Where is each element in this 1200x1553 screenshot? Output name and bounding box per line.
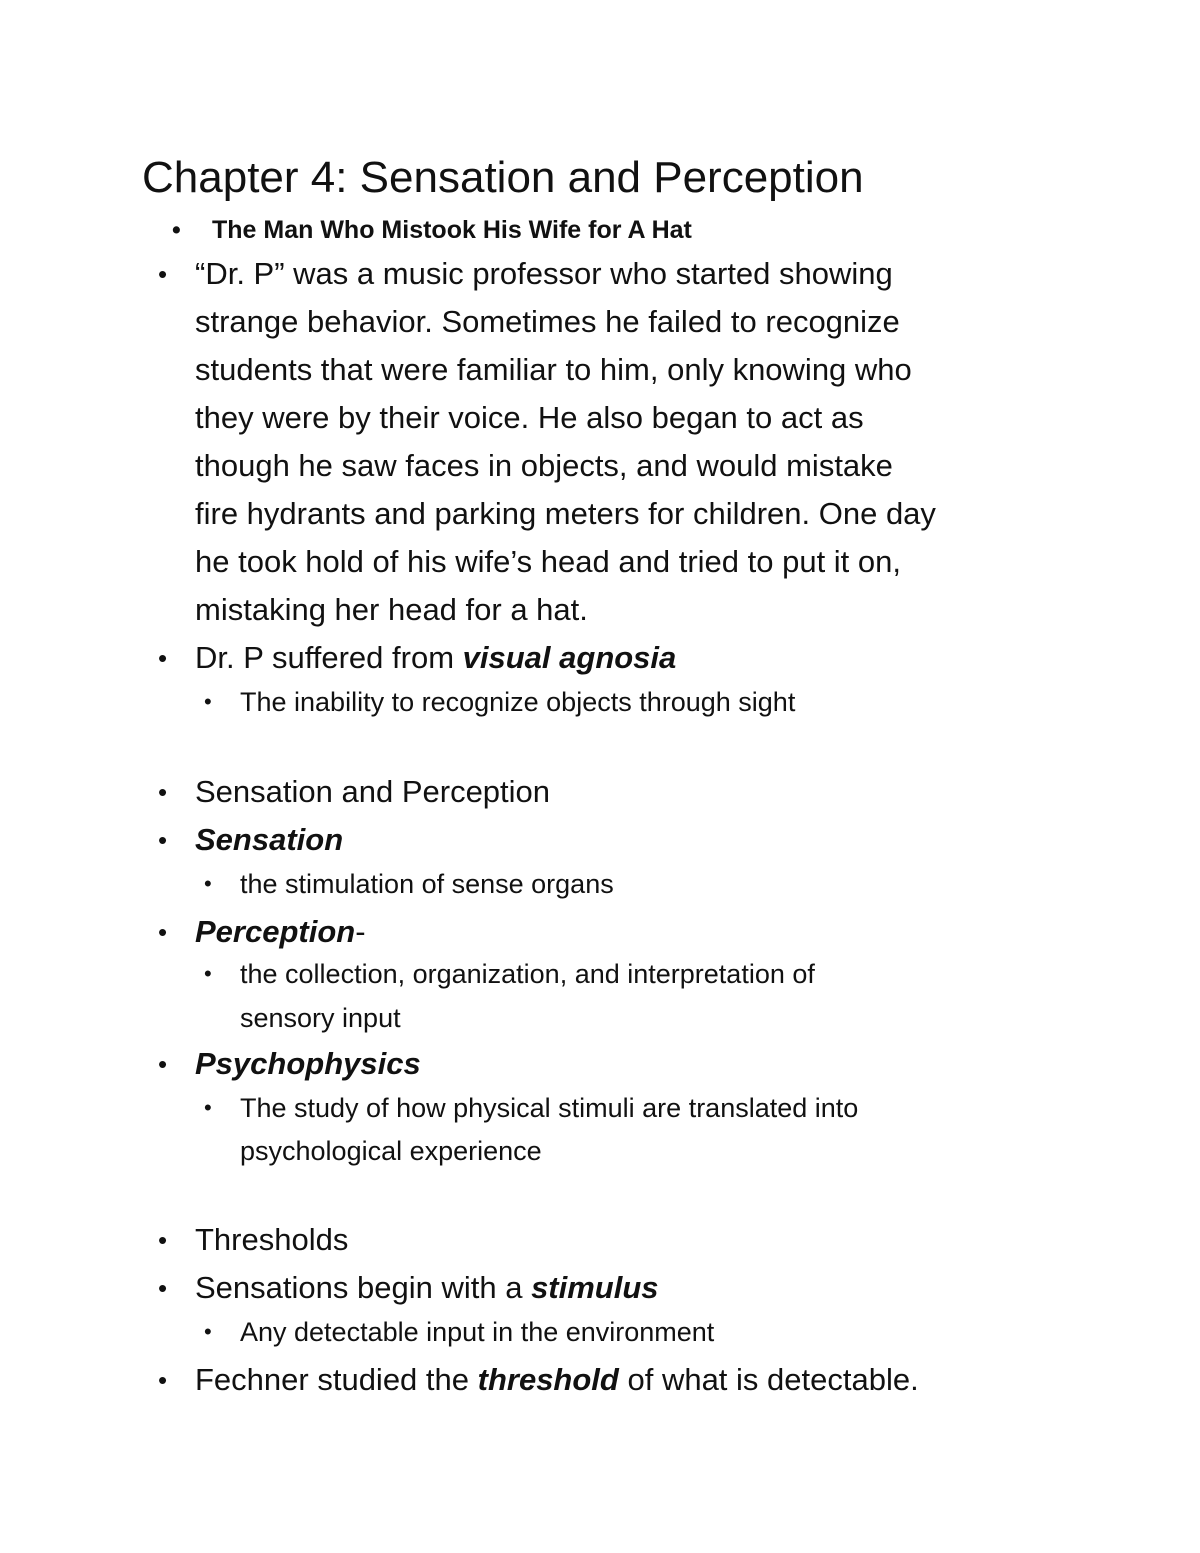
page-title: Chapter 4: Sensation and Perception <box>142 153 864 202</box>
perception-suffix: - <box>355 914 366 949</box>
psychophysics-definition-line: The study of how physical stimuli are translated into <box>240 1093 859 1123</box>
perception-definition-line: the collection, organization, and interpretation of <box>240 959 815 989</box>
bullet-icon: • <box>204 1319 212 1344</box>
sensation-term: Sensation <box>195 822 344 857</box>
bullet-icon: • <box>158 259 168 289</box>
section-heading: Thresholds <box>195 1222 349 1257</box>
fechner-suffix: of what is detectable. <box>618 1362 919 1397</box>
agnosia-line <box>195 636 676 680</box>
stimulus-definition: Any detectable input in the environment <box>240 1317 715 1347</box>
bullet-icon: • <box>204 871 212 896</box>
stimulus-prefix: Sensations begin with a <box>195 1270 532 1305</box>
bullet-icon: • <box>158 825 168 855</box>
perception-definition-line: sensory input <box>240 1003 401 1033</box>
agnosia-definition: The inability to recognize objects through sight <box>240 687 796 717</box>
fechner-term: threshold <box>477 1362 619 1397</box>
case-line: students that were familiar to him, only knowing who <box>195 352 912 387</box>
bullet-icon: • <box>158 777 168 807</box>
fechner-line <box>195 1358 919 1402</box>
agnosia-prefix: Dr. P suffered from <box>195 640 463 675</box>
bullet-icon: • <box>158 917 168 947</box>
sensation-definition: the stimulation of sense organs <box>240 869 614 899</box>
fechner-prefix: Fechner studied the <box>195 1362 478 1397</box>
perception-line <box>195 910 366 954</box>
case-line: they were by their voice. He also began to act as <box>195 400 864 435</box>
bullet-icon: • <box>204 961 212 986</box>
case-line: strange behavior. Sometimes he failed to recognize <box>195 304 900 339</box>
bullet-icon: • <box>158 1365 168 1395</box>
case-line: fire hydrants and parking meters for children. One day <box>195 496 936 531</box>
bullet-icon: • <box>158 1049 168 1079</box>
case-line: mistaking her head for a hat. <box>195 592 588 627</box>
psychophysics-definition-line: psychological experience <box>240 1136 542 1166</box>
bullet-icon: • <box>204 689 212 714</box>
bullet-icon: • <box>158 1273 168 1303</box>
bullet-icon: • <box>204 1095 212 1120</box>
section-heading: Sensation and Perception <box>195 774 551 809</box>
subtitle: The Man Who Mistook His Wife for A Hat <box>212 216 692 244</box>
stimulus-term: stimulus <box>531 1270 659 1305</box>
case-line: “Dr. P” was a music professor who started showing <box>195 256 893 291</box>
perception-term: Perception <box>195 914 356 949</box>
bullet-icon: • <box>172 216 181 244</box>
bullet-icon: • <box>158 643 168 673</box>
stimulus-line <box>195 1266 659 1310</box>
agnosia-term: visual agnosia <box>462 640 677 675</box>
case-line: though he saw faces in objects, and would mistake <box>195 448 893 483</box>
case-line: he took hold of his wife’s head and tried to put it on, <box>195 544 902 579</box>
psychophysics-term: Psychophysics <box>195 1046 421 1081</box>
bullet-icon: • <box>158 1225 168 1255</box>
